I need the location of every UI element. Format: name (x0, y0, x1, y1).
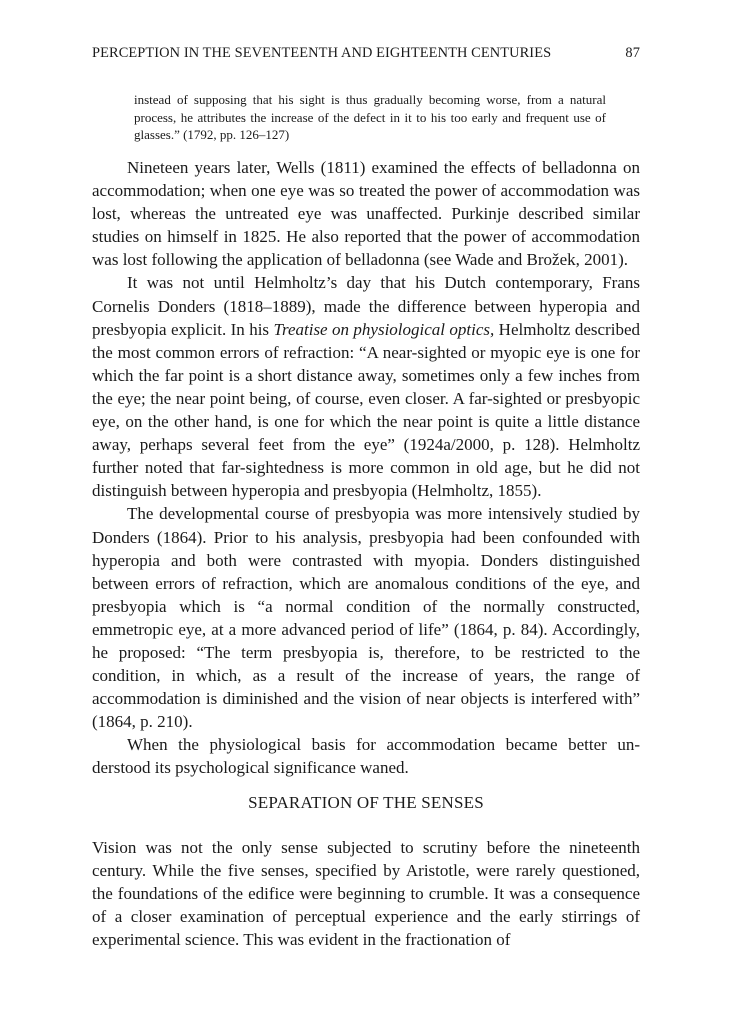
paragraph-presbyopia: The developmental course of presbyopia was more intensively studied by Donders (1864). Prior to his analysis, presbyopia had been confounded with hyperopia and both were contrasted with myopia. Donders distinguished between errors of refraction, which are anomalous conditions of the eye, and presbyopia which is “a normal condition of the normally constructed, emmetropic eye, at a more advanced period of life” (1864, p. 84). Accordingly, he proposed: “The term presbyopia is, therefore, to be restricted to the condition, in which, as a result of the increase of years, the range of accommodation is diminished and the vision of near objects is interfered with” (1864, p. 210). (92, 504, 640, 732)
paragraph-text: Helmholtz described the most common errors of refraction: “A near-sighted or myopic eye is one for which the far point is a short distance away, sometimes only a few inches from the eye; the near point being, of course, even closer. A far-sighted or presbyopic eye, on the other hand, is one for which the near point is quite a little distance away, perhaps several feet from the eye” (1924a/2000, p. 128). Helmholtz further noted that far-sightedness is more common in old age, but he did not distinguish between hyperopia and presbyopia (Helmholtz, 1855). (92, 319, 640, 501)
paragraph-helmholtz-donders (92, 271, 640, 502)
page-number: 87 (625, 45, 640, 61)
paragraph-text: It was not until Helmholtz’s day that his Dutch contemporary, Frans Cornelis Donders (1818–1889), made the difference between hyperopia and presbyopia explicit. In his (92, 273, 640, 339)
paragraph-accommodation: When the physiological basis for accommodation became better understood its psychological significance waned. (92, 735, 640, 778)
paragraph-wells-purkinje: Nineteen years later, Wells (1811) examined the effects of belladonna on accommodation; when one eye was so treated the power of accommodation was lost, whereas the untreated eye was unaffected. Purkinje described similar studies on himself in 1825. He also reported that the power of accommodation was lost following the application of belladonna (see Wade and Brožek, 2001). (92, 158, 640, 270)
section-body (92, 836, 640, 951)
section-heading: SEPARATION OF THE SENSES (248, 793, 484, 812)
running-head-title: PERCEPTION IN THE SEVENTEENTH AND EIGHTEENTH CENTURIES (92, 45, 552, 61)
body-text (92, 156, 640, 780)
paragraph-senses: Vision was not the only sense subjected to scrutiny before the nineteenth century. While the five senses, specified by Aristotle, were rarely questioned, the foundations of the edifice were beginning to crumble. It was a consequence of a closer examination of perceptual experience and the early stirrings of experimental science. This was evident in the fractionation of (92, 838, 640, 950)
block-quote: instead of supposing that his sight is thus gradually becoming worse, from a natural process, he attributes the increase of the defect in it to his too early and frequent use of glasses.” (1792, pp. 126–127) (134, 92, 606, 142)
book-title-italic: Treatise on physiological optics, (273, 319, 495, 339)
